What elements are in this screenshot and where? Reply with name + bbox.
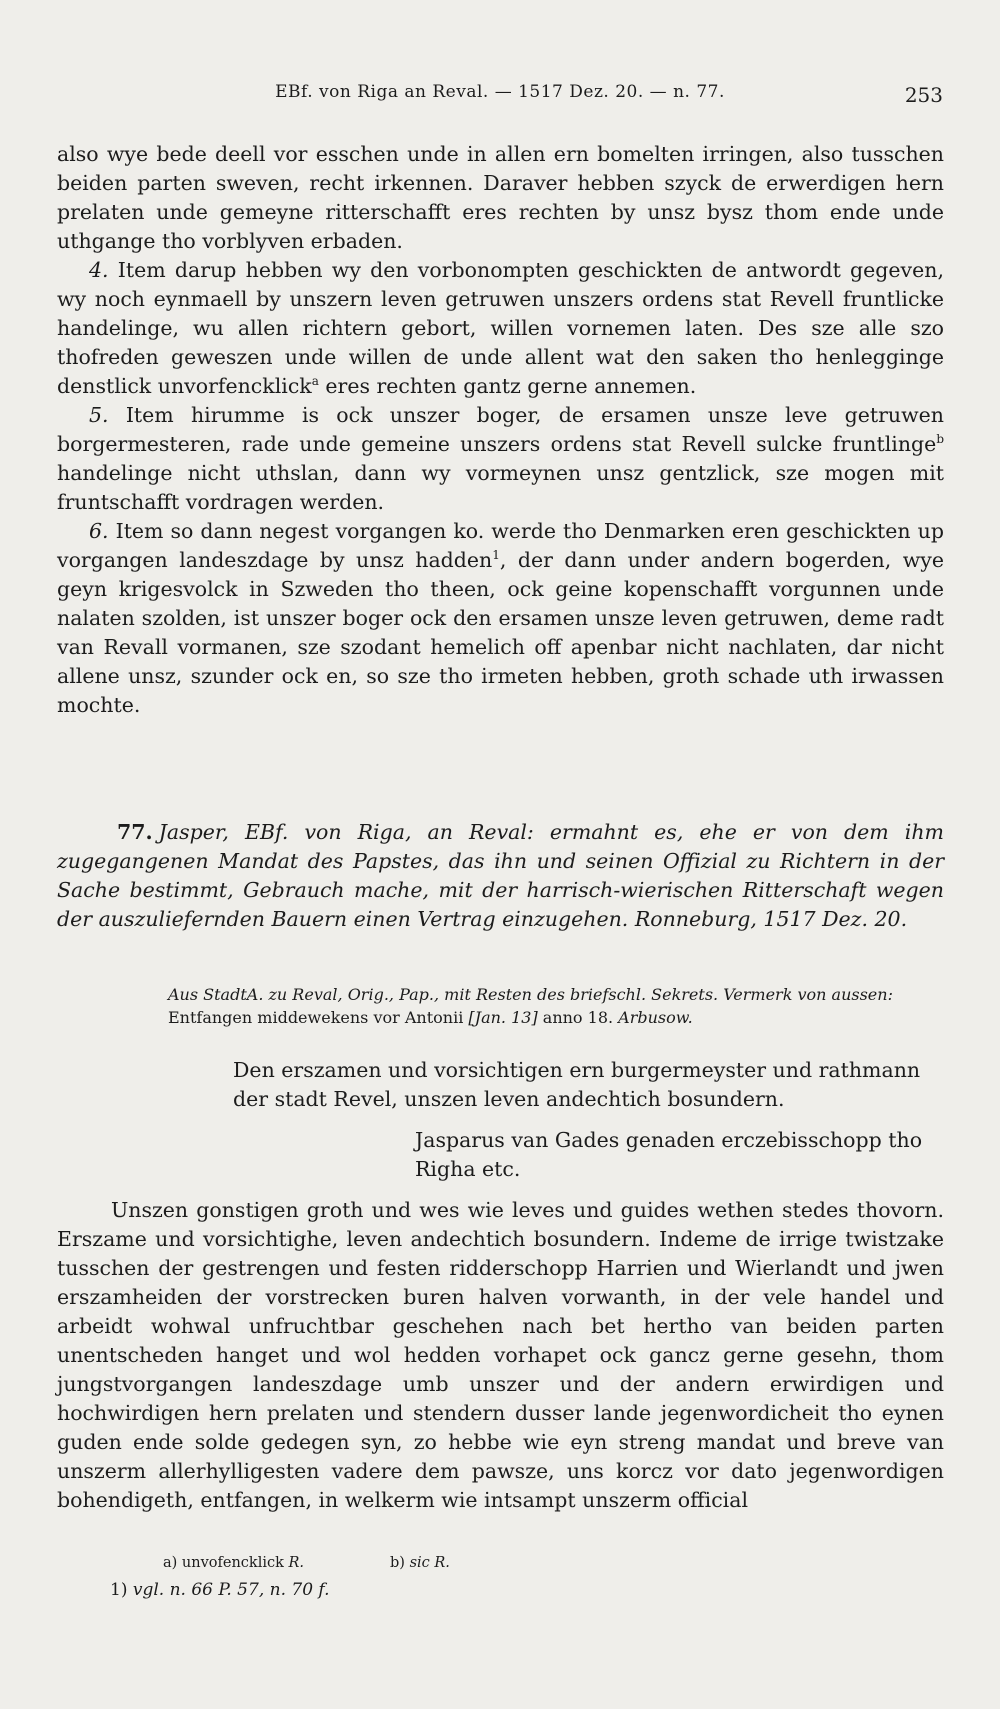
- source-note: Aus StadtA. zu Reval, Orig., Pap., mit Resten des briefschl. Sekrets. Vermerk von aussen: Entfangen middewekens vor Antonii [Jan. 13] anno 18. Arbusow.: [168, 985, 893, 1027]
- footnote-1: 1) vgl. n. 66 P. 57, n. 70 f.: [110, 1580, 330, 1600]
- footnote-ref-b: b: [936, 432, 944, 447]
- footnote-ref-1: 1: [492, 548, 500, 563]
- entry-heading: 77. Jasper, EBf. von Riga, an Reval: ermahnt es, ehe er von dem ihm zugegangenen Mandat des Papstes, das ihn und seinen Offizial zu Richtern in der Sache bestimmt, Gebrauch mache, mit der harrisch-wierischen Ritterschaft wegen der auszuliefernden Bauern einen Vertrag einzugehen. Ronneburg, 1517 Dez. 20.: [57, 820, 944, 931]
- paragraph-3: also wye bede deell vor esschen unde in allen ern bomelten irringen, also tusschen beiden parten sweven, recht irkennen. Daraver hebben szyck de erwerdigen hern prelaten unde gemeyne ritterschafft eres rechten by unsz bysz thom ende unde uthgange tho vorblyven erbaden.: [57, 142, 944, 253]
- item-number: 5.: [89, 403, 109, 427]
- entry-heading-block: [57, 818, 944, 934]
- entry-number: 77.: [117, 820, 153, 844]
- item-number: 4.: [89, 258, 109, 282]
- footnote-b: b) sic R.: [390, 1555, 450, 1571]
- paragraph-6: 6. Item so dann negest vorgangen ko. werde tho Denmarken eren geschickten up vorgangen landeszdage by unsz hadden$^1$, der dann under andern bogerden, wye geyn krigesvolck in Szweden tho theen, ock geine kopenschafft vorgunnen unde nalaten szolden, ist unszer boger ock den ersamen unsze leven getruwen, deme radt van Revall vormanen, sze szodant hemelich off apenbar nicht nachlaten, dar nicht allene unsz, szunder ock en, so sze tho irmeten hebben, groth schade uth irwassen mochte.: [57, 519, 944, 717]
- footnote-a: a) unvofencklick R.: [163, 1555, 305, 1571]
- continuation-text: [57, 140, 944, 720]
- footnote-ref-a: a: [311, 374, 319, 389]
- paragraph-5: 5. Item hirumme is ock unszer boger, de ersamen unsze leve getruwen borgermesteren, rade unde gemeine unszers ordens stat Revell sulcke fruntlinge$^b$ handelinge nicht uthslan, dann wy vormeynen unsz gentzlick, sze mogen mit fruntschafft vordragen werden.: [57, 403, 944, 514]
- item-number: 6.: [89, 519, 109, 543]
- letter-address: Den erszamen und vorsichtigen ern burgermeyster und rathmann der stadt Revel, unszen leven andechtich bosundern.: [233, 1058, 921, 1111]
- page-number: 253: [904, 83, 943, 107]
- letter-body: [57, 1196, 944, 1515]
- paragraph-4: 4. Item darup hebben wy den vorbonompten geschickten de antwordt gegeven, wy noch eynmaell by unszern leven getruwen unszers ordens stat Revell fruntlicke handelinge, wu allen richtern gebort, willen vornemen laten. Des sze alle szo thofreden geweszen unde willen de unde allent wat den saken tho henlegginge denstlick unvorfencklick$^a$ eres rechten gantz gerne annemen.: [57, 258, 944, 398]
- letter-sender: Jasparus van Gades genaden erczebisschopp tho Righa etc.: [415, 1128, 923, 1181]
- running-title: EBf. von Riga an Reval. — 1517 Dez. 20. — n. 77.: [275, 82, 725, 102]
- letter-text: Unszen gonstigen groth und wes wie leves und guides wethen stedes thovorn. Erszame und vorsichtighe, leven andechtich bosundern. Indeme de irrige twistzake tusschen der gestrengen und festen ridderschopp Harrien und Wierlandt und jwen erszamheiden der vorstrecken buren halven vorwanth, in der vele handel und arbeidt wohwal unfruchtbar geschehen nach bet hertho van beiden parten unentscheden hanget und wol hedden vorhapet ock gancz gerne gesehn, thom jungstvorgangen landeszdage umb unszer und der andern erwirdigen und hochwirdigen hern prelaten und stendern dusser lande jegenwordicheit tho eynen guden ende solde gedegen syn, zo hebbe wie eyn streng mandat und breve van unszerm allerhylligesten vadere dem pawsze, uns korcz vor dato jegenwordigen bohendigeth, entfangen, in welkerm wie intsampt unszerm official: [57, 1198, 944, 1512]
